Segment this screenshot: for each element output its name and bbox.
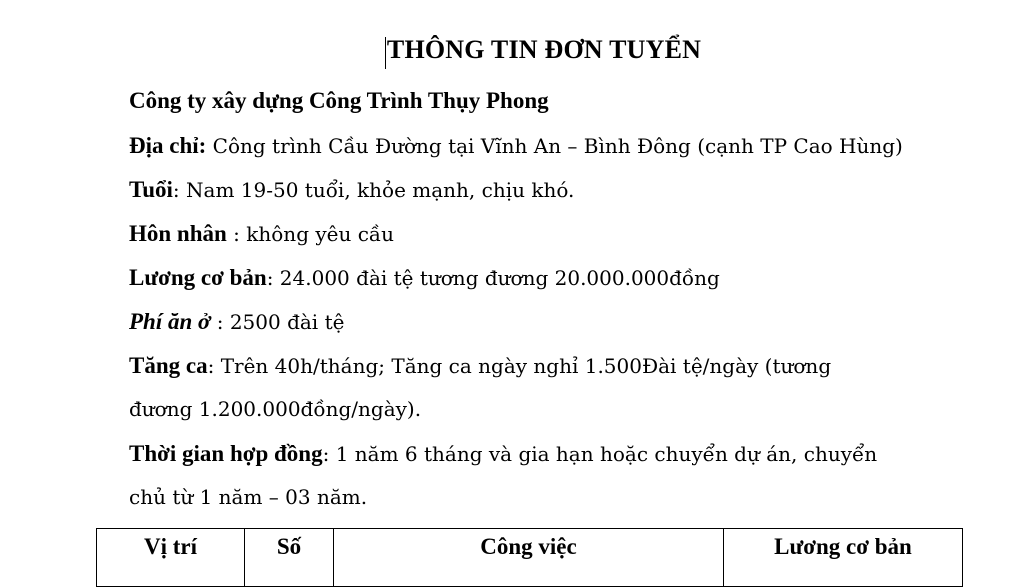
table-header-row (97, 529, 963, 587)
field-value: : Nam 19-50 tuổi, khỏe mạnh, chịu khó. (172, 178, 575, 202)
field-label: Tuổi (129, 177, 173, 202)
field-address (129, 133, 903, 159)
field-value: đương 1.200.000đồng/ngày). (129, 397, 422, 421)
field-label: Phí ăn ở (129, 309, 211, 334)
table-header: Số (245, 529, 334, 587)
field-value: chủ từ 1 năm – 03 năm. (129, 485, 368, 509)
table-header: Vị trí (97, 529, 245, 587)
field-value: : 2500 đài tệ (210, 310, 345, 334)
field-value: : 24.000 đài tệ tương đương 20.000.000đồng (266, 266, 720, 290)
field-label: Tăng ca (129, 353, 208, 378)
table-header: Lương cơ bản (724, 529, 963, 587)
field-label: Hôn nhân (129, 221, 227, 246)
field-value: : không yêu cầu (226, 222, 395, 246)
field-label: Lương cơ bản (129, 265, 267, 290)
field-contract-continuation (129, 485, 367, 510)
field-accommodation (129, 309, 344, 335)
field-marital (129, 221, 394, 247)
field-value: : 1 năm 6 tháng và gia hạn hoặc chuyển dự án, chuyển (322, 442, 878, 466)
field-overtime (129, 353, 831, 379)
field-label: Địa chỉ: (129, 133, 207, 158)
field-age (129, 177, 574, 203)
field-value: : Trên 40h/tháng; Tăng ca ngày nghỉ 1.500Đài tệ/ngày (tương (207, 354, 832, 378)
table-header: Công việc (334, 529, 724, 587)
field-overtime-continuation (129, 397, 421, 422)
field-base-salary (129, 265, 720, 291)
positions-table (96, 528, 963, 587)
company-name: Công ty xây dựng Công Trình Thụy Phong (129, 88, 549, 113)
field-value: Công trình Cầu Đường tại Vĩnh An – Bình Đông (cạnh TP Cao Hùng) (206, 134, 903, 158)
document-title: THÔNG TIN ĐƠN TUYỂN (386, 35, 702, 64)
field-contract-duration (129, 441, 877, 467)
field-label: Thời gian hợp đồng (129, 441, 323, 466)
